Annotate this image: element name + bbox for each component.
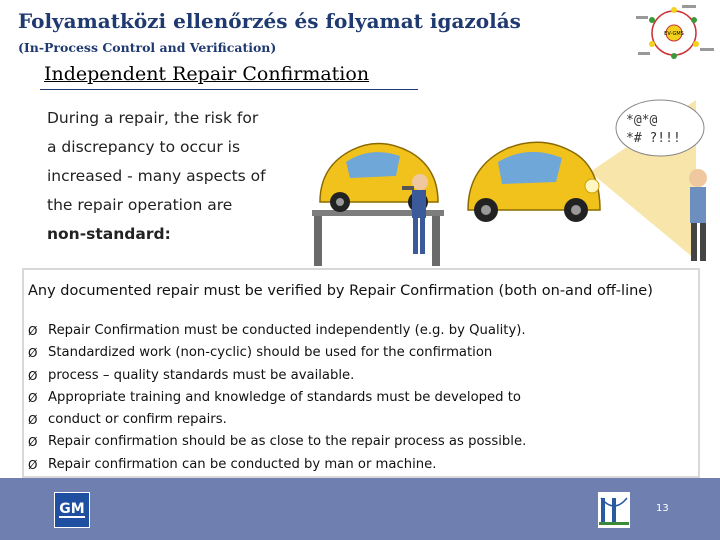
intro-bold-line: non-standard: — [47, 225, 171, 243]
bullet-marker: Ø — [28, 413, 38, 428]
gm-logo — [54, 492, 90, 528]
bullet-marker: Ø — [28, 346, 38, 361]
section-heading: Independent Repair Confirmation — [44, 63, 370, 85]
process-diagram-logo — [632, 2, 716, 62]
intro-text — [47, 104, 307, 249]
bullet-marker: Ø — [28, 324, 38, 338]
intro-line: During a repair, the risk for — [47, 109, 259, 127]
speech-line: *# ?!!! — [626, 131, 681, 146]
speech-bubble — [616, 100, 704, 156]
bullet-marker: Ø — [28, 435, 38, 450]
bridge-logo-icon — [598, 492, 630, 528]
gm-logo-text: GM — [59, 501, 85, 517]
diagram-center-label: EV-GMS — [664, 31, 684, 37]
intro-line: the repair operation are — [47, 196, 233, 214]
bullet-text: conduct or confirm repairs. — [48, 412, 227, 428]
inspector-figure — [689, 169, 707, 261]
bullet-item — [28, 431, 698, 453]
speech-line: *@*@ — [626, 113, 658, 128]
bullet-text: Repair confirmation should be as close to the repair process as possible. — [48, 434, 527, 450]
main-paragraph: Any documented repair must be verified by Repair Confirmation (both on-and off-line) — [28, 283, 653, 299]
bullet-list — [28, 320, 698, 476]
bullet-text: process – quality standards must be available. — [48, 367, 355, 383]
intro-line: increased - many aspects of — [47, 167, 266, 185]
page-number: 13 — [656, 503, 669, 514]
bullet-item — [28, 342, 698, 364]
car-with-headlights — [468, 142, 600, 222]
bullet-text: Appropriate training and knowledge of standards must be developed to — [48, 389, 521, 405]
bullet-item — [28, 387, 698, 409]
bullet-marker: Ø — [28, 457, 38, 472]
bullet-item — [28, 365, 698, 387]
slide-title: Folyamatközi ellenőrzés és folyamat igazolás — [18, 9, 521, 33]
bullet-marker: Ø — [28, 368, 38, 383]
bullet-marker: Ø — [28, 390, 38, 405]
bullet-text: Standardized work (non-cyclic) should be used for the confirmation — [48, 345, 493, 361]
bullet-item — [28, 320, 698, 342]
intro-line: a discrepancy to occur is — [47, 138, 241, 156]
bullet-text: Repair confirmation can be conducted by man or machine. — [48, 456, 437, 472]
bullet-item — [28, 454, 698, 476]
repair-cartoon-illustration — [300, 90, 720, 270]
slide-subtitle: (In-Process Control and Verification) — [18, 40, 277, 55]
bullet-text: Repair Confirmation must be conducted independently (e.g. by Quality). — [48, 323, 526, 338]
bullet-item — [28, 409, 698, 431]
